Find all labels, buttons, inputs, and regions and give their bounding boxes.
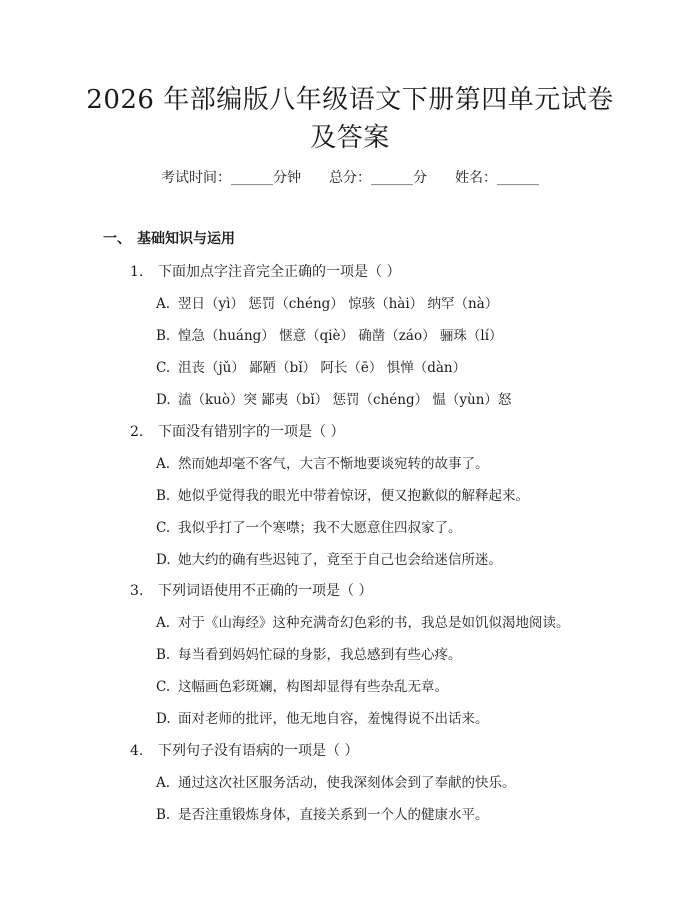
question-text: 下列句子没有语病的一项是（ ） xyxy=(158,743,359,759)
option-text: 这幅画色彩斑斓，构图却显得有些杂乱无章。 xyxy=(178,679,448,695)
q2-option-d xyxy=(156,550,502,570)
option-text: 是否注重锻炼身体，直接关系到一个人的健康水平。 xyxy=(178,807,489,823)
section-title: 基础知识与运用 xyxy=(137,231,235,247)
section-number: 一、 xyxy=(103,231,131,247)
question-number: 4. xyxy=(130,743,144,759)
option-text: 面对老师的批评，他无地自容，羞愧得说不出话来。 xyxy=(178,711,489,727)
question-2 xyxy=(130,422,344,442)
question-1 xyxy=(130,262,400,282)
option-text: 然而她却毫不客气，大言不惭地要谈宛转的故事了。 xyxy=(178,456,489,472)
q2-option-c xyxy=(156,518,462,538)
section-heading xyxy=(103,229,235,249)
option-text: 溘（kuò）突 鄙夷（bǐ） 惩罚（chéng） 愠（yùn）怒 xyxy=(178,392,512,408)
exam-title-line1: 2026 年部编版八年级语文下册第四单元试卷 xyxy=(86,85,614,115)
option-letter: A. xyxy=(156,456,171,472)
exam-score-field: 总分：______分 xyxy=(329,170,427,186)
q1-option-c xyxy=(156,358,466,378)
exam-time-field: 考试时间：______分钟 xyxy=(161,170,301,186)
option-text: 沮丧（jǔ） 鄙陋（bǐ） 阿长（ē） 惧惮（dàn） xyxy=(178,360,467,376)
option-text: 惶急（huáng） 惬意（qiè） 确凿（záo） 骊珠（lí） xyxy=(178,328,503,344)
exam-title-line2: 及答案 xyxy=(310,123,390,153)
question-number: 3. xyxy=(130,583,144,599)
option-letter: B. xyxy=(156,328,171,344)
option-letter: C. xyxy=(156,679,171,695)
option-text: 每当看到妈妈忙碌的身影，我总感到有些心疼。 xyxy=(178,647,462,663)
option-letter: A. xyxy=(156,296,171,312)
q3-option-a xyxy=(156,613,570,633)
option-text: 对于《山海经》这种充满奇幻色彩的书，我总是如饥似渴地阅读。 xyxy=(178,615,570,631)
option-text: 我似乎打了一个寒噤；我不大愿意住四叔家了。 xyxy=(178,520,462,536)
q4-option-a xyxy=(156,773,516,793)
option-letter: D. xyxy=(156,711,171,727)
option-letter: B. xyxy=(156,488,171,504)
q2-option-a xyxy=(156,454,489,474)
q3-option-d xyxy=(156,709,489,729)
exam-meta xyxy=(0,168,700,188)
option-text: 通过这次社区服务活动，使我深刻体会到了奉献的快乐。 xyxy=(178,775,516,791)
option-letter: D. xyxy=(156,552,171,568)
q1-option-a xyxy=(156,294,498,314)
question-4 xyxy=(130,741,358,761)
q3-option-c xyxy=(156,677,448,697)
question-text: 下面加点字注音完全正确的一项是（ ） xyxy=(158,264,401,280)
question-text: 下列词语使用不正确的一项是（ ） xyxy=(158,583,373,599)
option-text: 翌日（yì） 惩罚（chéng） 惊骇（hài） 纳罕（nà） xyxy=(178,296,499,312)
q2-option-b xyxy=(156,486,529,506)
q1-option-b xyxy=(156,326,503,346)
question-text: 下面没有错别字的一项是（ ） xyxy=(158,424,345,440)
option-letter: C. xyxy=(156,360,171,376)
q4-option-b xyxy=(156,805,489,825)
option-letter: B. xyxy=(156,647,171,663)
question-3 xyxy=(130,581,372,601)
option-letter: D. xyxy=(156,392,171,408)
q3-option-b xyxy=(156,645,462,665)
question-number: 1. xyxy=(130,264,144,280)
question-number: 2. xyxy=(130,424,144,440)
option-letter: C. xyxy=(156,520,171,536)
exam-name-field: 姓名：______ xyxy=(455,170,539,186)
option-text: 她大约的确有些迟钝了，竟至于自己也会给迷信所迷。 xyxy=(178,552,502,568)
option-letter: A. xyxy=(156,615,171,631)
option-letter: A. xyxy=(156,775,171,791)
option-text: 她似乎觉得我的眼光中带着惊讶，便又抱歉似的解释起来。 xyxy=(178,488,529,504)
q1-option-d xyxy=(156,390,511,410)
option-letter: B. xyxy=(156,807,171,823)
